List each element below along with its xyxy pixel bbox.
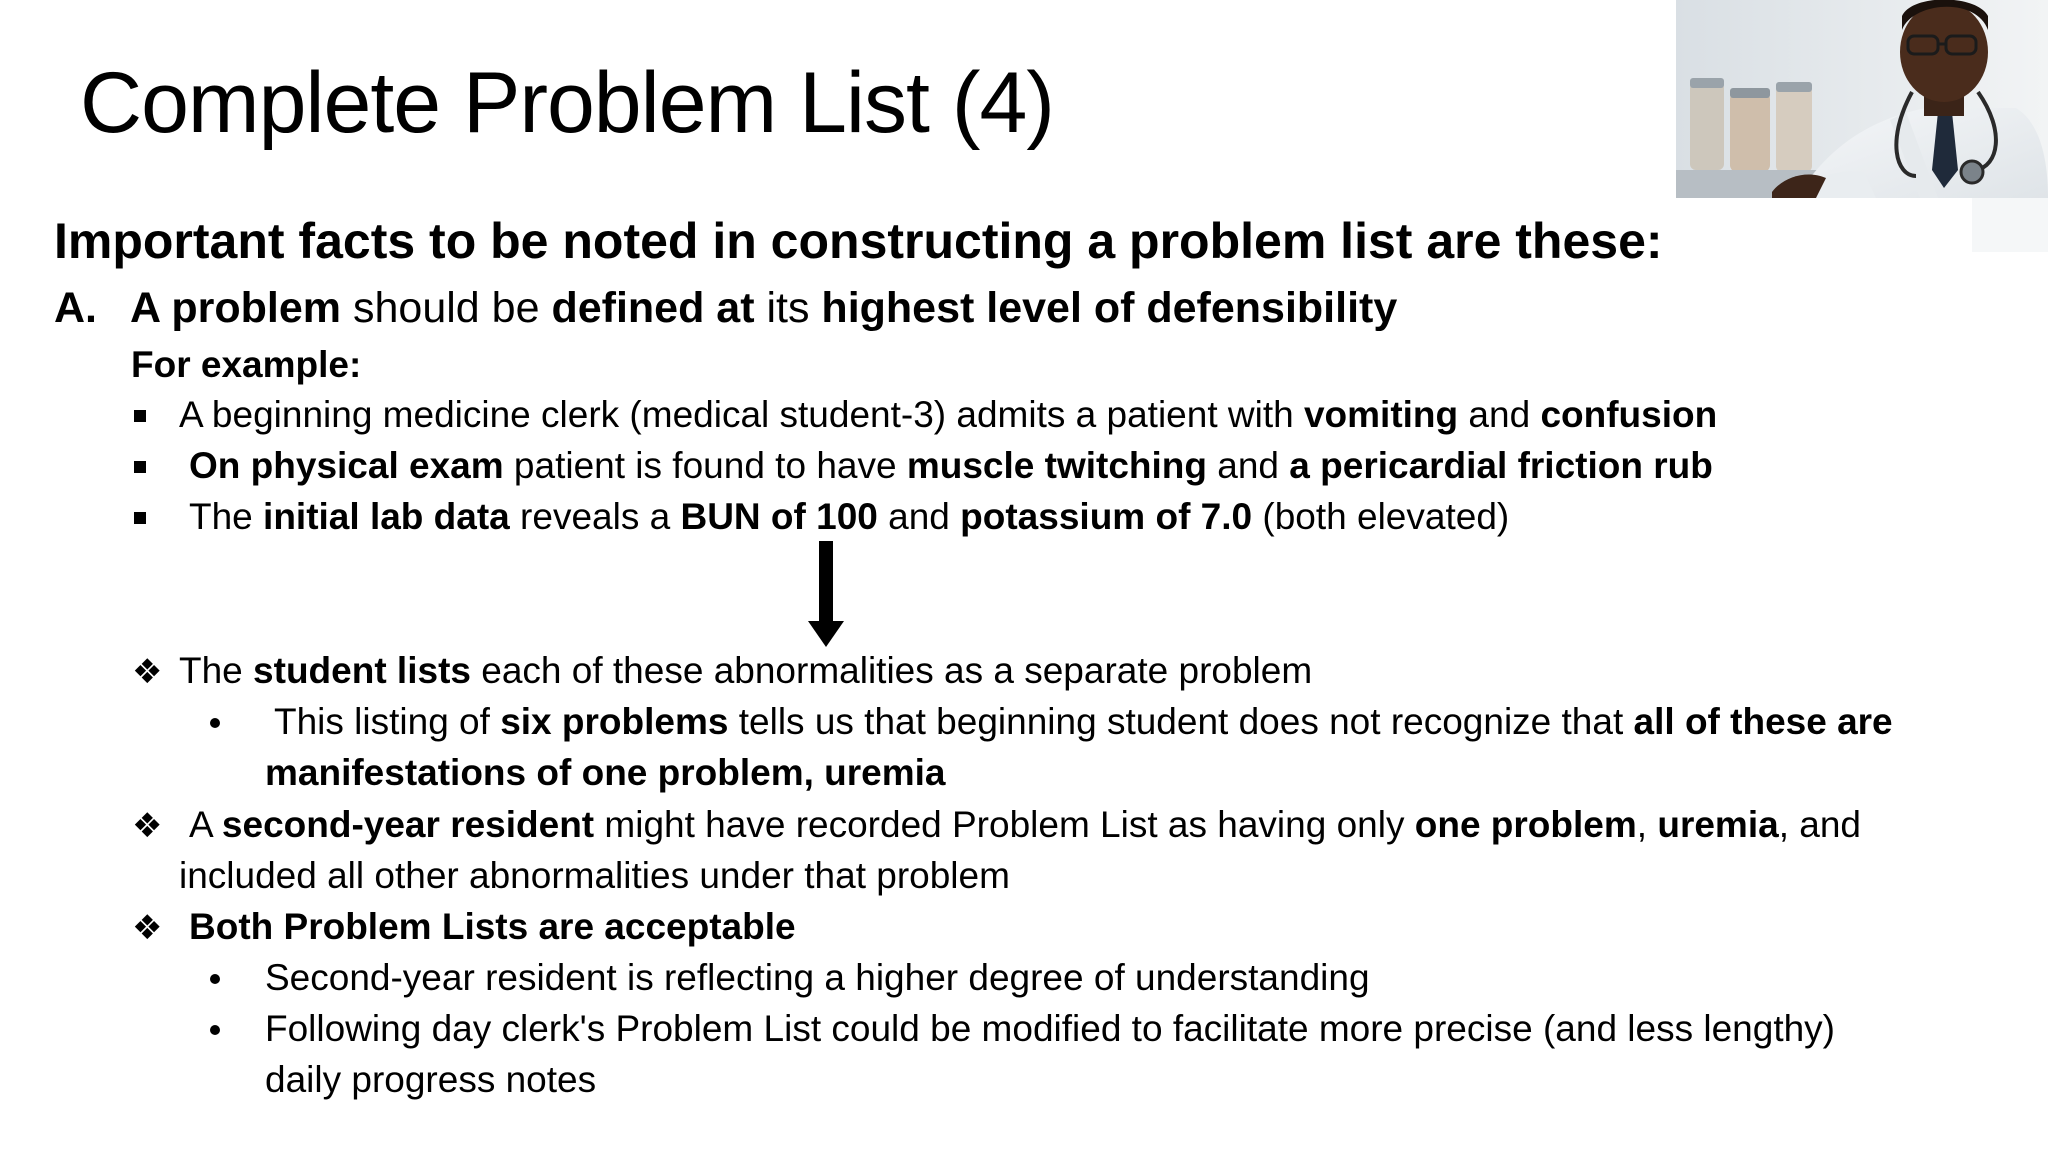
text-run: , and [1778,804,1861,845]
point-a-text-4: its [754,284,822,332]
point-a-text-3: defined at [551,284,755,332]
example-label: For example: [131,344,362,385]
text-run: Second-year resident is reflecting a higher degree of understanding [265,957,1370,998]
observation-2-line1 [189,804,1861,847]
text-run: manifestations of one problem, uremia [265,752,946,793]
observation-3 [189,906,796,949]
text-run: muscle twitching [906,445,1207,486]
doctor-with-stethoscope-photo [1676,0,2048,252]
text-run: BUN of 100 [680,496,878,537]
text-run: The [189,496,264,537]
observation-3-detail-2-line2 [265,1059,596,1102]
observation-1-detail-line1 [274,701,1893,744]
square-bullet-icon [134,410,146,422]
text-run: second-year resident [221,804,595,845]
text-run: tells us that beginning student does not recognize that [728,701,1634,742]
observation-3-detail-1 [265,957,1370,1000]
text-run: and [1458,394,1541,435]
square-bullet-icon [134,461,146,473]
observation-1-detail-line2 [265,752,946,795]
round-bullet-icon [210,974,220,984]
text-run: Following day clerk's Problem List could be modified to facilitate more precise (and less lengthy) [265,1008,1836,1049]
text-run: This listing of [274,701,501,742]
round-bullet-icon [210,1025,220,1035]
text-run: A [189,804,222,845]
observation-1 [179,650,1312,693]
text-run: initial lab data [263,496,510,537]
doctor-photo-illustration [1676,0,2048,252]
text-run: six problems [500,701,729,742]
diamond-bullet-icon: ❖ [132,909,163,947]
round-bullet-icon [210,718,220,728]
text-run: each of these abnormalities as a separate problem [470,650,1313,691]
text-run: potassium of 7.0 [960,496,1253,537]
example-item-2 [189,445,1713,488]
square-bullet-icon [134,512,146,524]
point-a [54,284,1397,333]
text-run: and [877,496,961,537]
text-run: might have recorded Problem List as having only [594,804,1415,845]
example-item-1 [179,394,1717,437]
text-run: all of these are [1633,701,1893,742]
text-run: confusion [1540,394,1718,435]
text-run: reveals a [509,496,681,537]
text-run: (both elevated) [1252,496,1510,537]
text-run: patient is found to have [503,445,907,486]
point-a-marker: A. [54,284,97,332]
text-run: , [1636,804,1658,845]
observation-3-detail-2-line1 [265,1008,1835,1051]
text-run: The [179,650,254,691]
slide-title-main: Complete Problem List [80,55,929,151]
text-run: a pericardial friction rub [1289,445,1713,486]
slide-title-number: (4) [951,55,1054,151]
text-run: On physical exam [189,445,504,486]
text-run: A beginning medicine clerk (medical student-3) admits a patient with [179,394,1304,435]
point-a-text-2: should be [341,284,552,332]
text-run: daily progress notes [265,1059,597,1100]
text-run: Both Problem Lists are acceptable [189,906,796,947]
text-run: one problem [1414,804,1637,845]
text-run: vomiting [1303,394,1459,435]
diamond-bullet-icon: ❖ [132,653,163,691]
text-run: student lists [253,650,471,691]
down-arrow-icon [806,541,846,654]
text-run: and [1206,445,1290,486]
point-a-text-1: A problem [130,284,342,332]
example-item-3 [189,496,1509,539]
slide-title [80,55,1054,151]
lead-statement: Important facts to be noted in constructing a problem list are these: [54,213,1663,269]
observation-2-line2 [179,855,1010,898]
diamond-bullet-icon: ❖ [132,807,163,845]
point-a-text-5: highest level of defensibility [821,284,1398,332]
text-run: included all other abnormalities under that problem [179,855,1010,896]
text-run: uremia [1657,804,1779,845]
